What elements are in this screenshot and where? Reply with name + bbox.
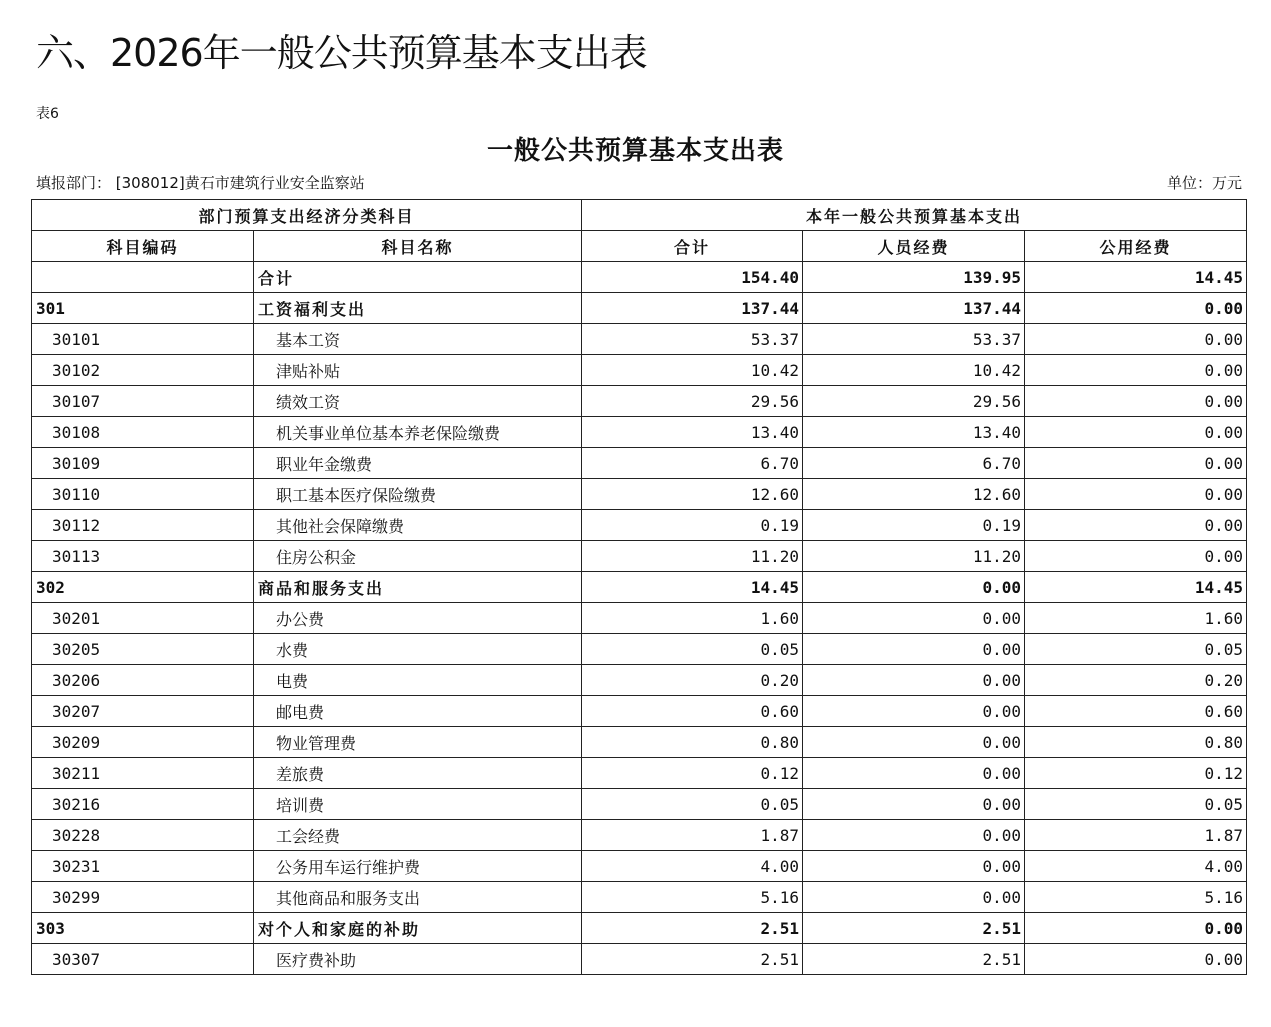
cell-name: 其他商品和服务支出	[254, 882, 582, 913]
table-row	[32, 634, 1247, 665]
cell-public: 1.60	[1025, 603, 1247, 634]
cell-public: 0.00	[1025, 913, 1247, 944]
header-personnel: 人员经费	[803, 231, 1025, 262]
cell-name: 合计	[254, 262, 582, 293]
cell-public: 0.00	[1025, 944, 1247, 975]
cell-total: 2.51	[582, 944, 803, 975]
budget-table	[31, 199, 1247, 975]
table-row	[32, 510, 1247, 541]
cell-code	[32, 262, 254, 293]
table-row	[32, 355, 1247, 386]
cell-code: 30209	[32, 727, 254, 758]
header-economic-category: 部门预算支出经济分类科目	[32, 200, 582, 231]
header-column-row	[32, 231, 1247, 262]
cell-personnel: 29.56	[803, 386, 1025, 417]
cell-personnel: 11.20	[803, 541, 1025, 572]
table-header	[32, 200, 1247, 262]
cell-code: 30205	[32, 634, 254, 665]
cell-total: 6.70	[582, 448, 803, 479]
table-row	[32, 293, 1247, 324]
cell-name: 住房公积金	[254, 541, 582, 572]
cell-code: 30108	[32, 417, 254, 448]
cell-code: 30211	[32, 758, 254, 789]
cell-public: 0.00	[1025, 293, 1247, 324]
cell-public: 0.12	[1025, 758, 1247, 789]
cell-code: 30201	[32, 603, 254, 634]
cell-name: 其他社会保障缴费	[254, 510, 582, 541]
cell-code: 303	[32, 913, 254, 944]
table-row	[32, 541, 1247, 572]
header-group-row	[32, 200, 1247, 231]
cell-public: 0.00	[1025, 417, 1247, 448]
cell-total: 0.19	[582, 510, 803, 541]
cell-personnel: 139.95	[803, 262, 1025, 293]
cell-name: 水费	[254, 634, 582, 665]
cell-personnel: 0.00	[803, 882, 1025, 913]
cell-name: 邮电费	[254, 696, 582, 727]
table-number: 表6	[36, 106, 59, 122]
cell-personnel: 12.60	[803, 479, 1025, 510]
cell-code: 301	[32, 293, 254, 324]
table-row	[32, 727, 1247, 758]
header-name: 科目名称	[254, 231, 582, 262]
table-row	[32, 324, 1247, 355]
header-annual-expenditure: 本年一般公共预算基本支出	[582, 200, 1247, 231]
cell-code: 30206	[32, 665, 254, 696]
unit-label: 单位：万元	[1166, 174, 1242, 192]
table-row	[32, 448, 1247, 479]
cell-personnel: 0.00	[803, 603, 1025, 634]
cell-total: 5.16	[582, 882, 803, 913]
cell-public: 0.60	[1025, 696, 1247, 727]
cell-total: 10.42	[582, 355, 803, 386]
table-row	[32, 665, 1247, 696]
cell-code: 30101	[32, 324, 254, 355]
cell-public: 5.16	[1025, 882, 1247, 913]
cell-code: 30216	[32, 789, 254, 820]
cell-total: 154.40	[582, 262, 803, 293]
cell-public: 1.87	[1025, 820, 1247, 851]
department-label: 填报部门： [308012]黄石市建筑行业安全监察站	[36, 174, 365, 192]
cell-personnel: 53.37	[803, 324, 1025, 355]
header-code: 科目编码	[32, 231, 254, 262]
cell-total: 29.56	[582, 386, 803, 417]
cell-total: 0.20	[582, 665, 803, 696]
cell-name: 津贴补贴	[254, 355, 582, 386]
table-row	[32, 386, 1247, 417]
cell-public: 0.00	[1025, 510, 1247, 541]
cell-personnel: 0.00	[803, 820, 1025, 851]
cell-code: 30299	[32, 882, 254, 913]
table-row	[32, 572, 1247, 603]
table-row	[32, 851, 1247, 882]
cell-code: 30231	[32, 851, 254, 882]
cell-total: 14.45	[582, 572, 803, 603]
cell-name: 差旅费	[254, 758, 582, 789]
info-row	[36, 172, 1242, 193]
table-row	[32, 913, 1247, 944]
cell-code: 30207	[32, 696, 254, 727]
cell-public: 14.45	[1025, 262, 1247, 293]
table-title: 一般公共预算基本支出表	[486, 136, 784, 166]
cell-public: 14.45	[1025, 572, 1247, 603]
cell-name: 工资福利支出	[254, 293, 582, 324]
cell-name: 基本工资	[254, 324, 582, 355]
cell-code: 302	[32, 572, 254, 603]
cell-code: 30112	[32, 510, 254, 541]
cell-personnel: 0.00	[803, 634, 1025, 665]
cell-personnel: 6.70	[803, 448, 1025, 479]
cell-personnel: 0.00	[803, 758, 1025, 789]
cell-total: 1.87	[582, 820, 803, 851]
cell-personnel: 13.40	[803, 417, 1025, 448]
cell-code: 30113	[32, 541, 254, 572]
cell-personnel: 0.00	[803, 789, 1025, 820]
cell-total: 137.44	[582, 293, 803, 324]
cell-personnel: 0.00	[803, 572, 1025, 603]
cell-total: 13.40	[582, 417, 803, 448]
cell-public: 0.00	[1025, 324, 1247, 355]
cell-name: 绩效工资	[254, 386, 582, 417]
cell-name: 职工基本医疗保险缴费	[254, 479, 582, 510]
cell-public: 0.00	[1025, 448, 1247, 479]
cell-name: 物业管理费	[254, 727, 582, 758]
cell-name: 培训费	[254, 789, 582, 820]
cell-personnel: 2.51	[803, 944, 1025, 975]
cell-public: 0.20	[1025, 665, 1247, 696]
table-row	[32, 479, 1247, 510]
cell-public: 4.00	[1025, 851, 1247, 882]
cell-total: 0.12	[582, 758, 803, 789]
cell-total: 11.20	[582, 541, 803, 572]
cell-name: 医疗费补助	[254, 944, 582, 975]
cell-code: 30110	[32, 479, 254, 510]
cell-public: 0.00	[1025, 479, 1247, 510]
cell-total: 0.80	[582, 727, 803, 758]
cell-code: 30109	[32, 448, 254, 479]
page-heading: 六、2026年一般公共预算基本支出表	[36, 31, 647, 75]
cell-name: 公务用车运行维护费	[254, 851, 582, 882]
cell-personnel: 0.19	[803, 510, 1025, 541]
cell-total: 0.05	[582, 634, 803, 665]
cell-code: 30107	[32, 386, 254, 417]
cell-name: 机关事业单位基本养老保险缴费	[254, 417, 582, 448]
cell-public: 0.00	[1025, 541, 1247, 572]
table-row	[32, 789, 1247, 820]
cell-public: 0.80	[1025, 727, 1247, 758]
cell-code: 30228	[32, 820, 254, 851]
cell-name: 办公费	[254, 603, 582, 634]
table-row	[32, 820, 1247, 851]
cell-code: 30307	[32, 944, 254, 975]
cell-total: 1.60	[582, 603, 803, 634]
header-total: 合计	[582, 231, 803, 262]
cell-personnel: 0.00	[803, 727, 1025, 758]
cell-personnel: 137.44	[803, 293, 1025, 324]
table-row	[32, 603, 1247, 634]
cell-personnel: 0.00	[803, 696, 1025, 727]
cell-total: 0.60	[582, 696, 803, 727]
cell-name: 职业年金缴费	[254, 448, 582, 479]
cell-public: 0.00	[1025, 355, 1247, 386]
cell-public: 0.00	[1025, 386, 1247, 417]
cell-name: 电费	[254, 665, 582, 696]
cell-code: 30102	[32, 355, 254, 386]
cell-total: 12.60	[582, 479, 803, 510]
table-row	[32, 262, 1247, 293]
cell-total: 0.05	[582, 789, 803, 820]
cell-name: 工会经费	[254, 820, 582, 851]
cell-public: 0.05	[1025, 634, 1247, 665]
cell-total: 53.37	[582, 324, 803, 355]
cell-personnel: 0.00	[803, 665, 1025, 696]
cell-total: 2.51	[582, 913, 803, 944]
table-row	[32, 696, 1247, 727]
table-row	[32, 417, 1247, 448]
header-public: 公用经费	[1025, 231, 1247, 262]
cell-public: 0.05	[1025, 789, 1247, 820]
table-row	[32, 944, 1247, 975]
cell-personnel: 2.51	[803, 913, 1025, 944]
table-row	[32, 758, 1247, 789]
cell-total: 4.00	[582, 851, 803, 882]
cell-name: 商品和服务支出	[254, 572, 582, 603]
cell-name: 对个人和家庭的补助	[254, 913, 582, 944]
cell-personnel: 0.00	[803, 851, 1025, 882]
table-row	[32, 882, 1247, 913]
table-body	[32, 262, 1247, 975]
cell-personnel: 10.42	[803, 355, 1025, 386]
